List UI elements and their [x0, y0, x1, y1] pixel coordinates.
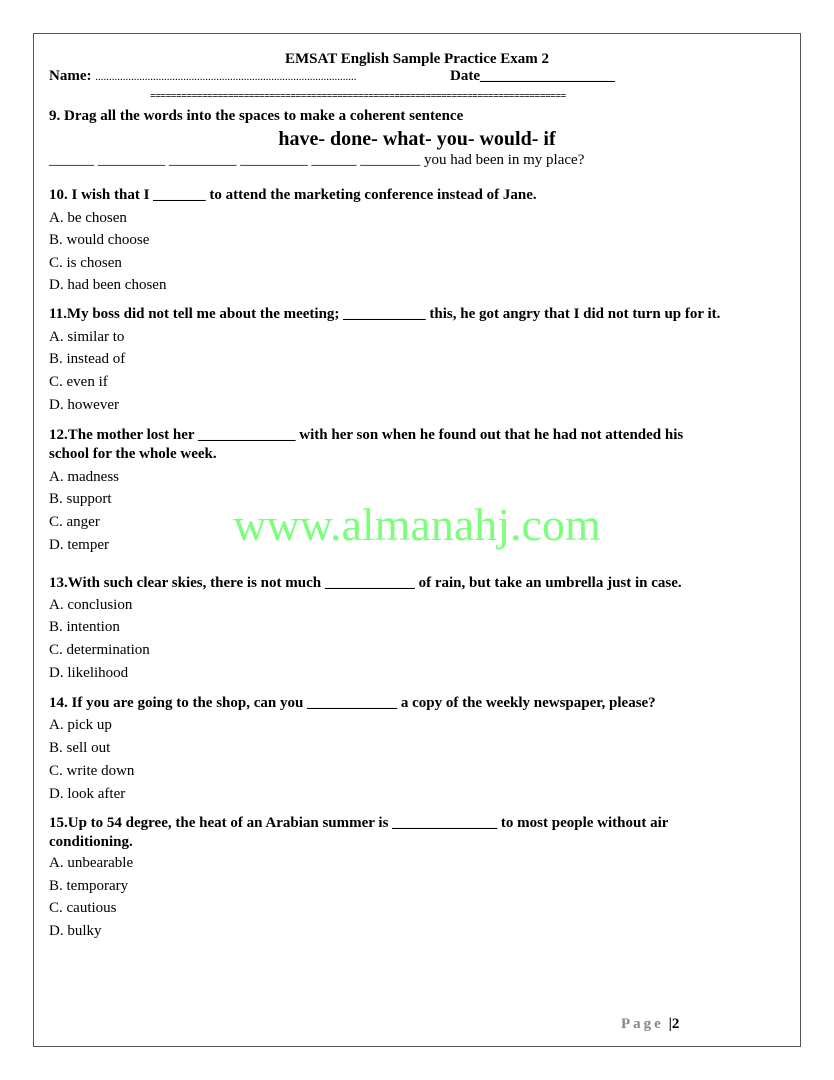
question-10-option-a[interactable]: A. be chosen	[49, 210, 127, 226]
question-15-option-d[interactable]: D. bulky	[49, 923, 102, 939]
question-12-option-b[interactable]: B. support	[49, 491, 112, 507]
question-10-option-b[interactable]: B. would choose	[49, 232, 150, 248]
question-12-option-a[interactable]: A. madness	[49, 469, 119, 485]
question-13-option-a[interactable]: A. conclusion	[49, 597, 133, 613]
watermark: www.almanahj.com	[233, 499, 601, 550]
question-15-option-c[interactable]: C. cautious	[49, 900, 117, 916]
page-label: Page	[621, 1016, 664, 1032]
question-10-prompt: 10. I wish that I _______ to attend the marketing conference instead of Jane.	[49, 187, 537, 203]
question-9-blanks: ______ _________ _________ _________ ______ ________ you had been in my place?	[49, 152, 585, 168]
question-15-option-a[interactable]: A. unbearable	[49, 855, 134, 871]
question-11-option-c[interactable]: C. even if	[49, 374, 108, 390]
question-14-option-a[interactable]: A. pick up	[49, 717, 112, 733]
name-line	[49, 68, 356, 85]
page-number: 2	[671, 1016, 680, 1032]
question-9-prompt: 9. Drag all the words into the spaces to make a coherent sentence	[49, 108, 464, 124]
question-14-option-d[interactable]: D. look after	[49, 786, 126, 802]
question-12-prompt-line-2: school for the whole week.	[49, 446, 217, 462]
separator-line: ================================================================================	[150, 91, 566, 102]
question-13-option-c[interactable]: C. determination	[49, 642, 150, 658]
question-11-prompt: 11.My boss did not tell me about the meeting; ___________ this, he got angry that I did not turn up for it.	[49, 306, 721, 322]
question-12-option-d[interactable]: D. temper	[49, 537, 109, 553]
date-label: Date__________________	[450, 68, 615, 84]
question-15-option-b[interactable]: B. temporary	[49, 878, 129, 894]
question-11-option-b[interactable]: B. instead of	[49, 351, 126, 367]
question-12-option-c[interactable]: C. anger	[49, 514, 100, 530]
exam-title: EMSAT English Sample Practice Exam 2	[284, 51, 550, 67]
question-9-word-bank: have- done- what- you- would- if	[278, 128, 556, 150]
question-14-prompt: 14. If you are going to the shop, can you ____________ a copy of the weekly newspaper, please?	[49, 695, 656, 711]
name-label: Name:	[49, 68, 92, 84]
question-13-prompt: 13.With such clear skies, there is not much ____________ of rain, but take an umbrella just in case.	[49, 575, 682, 591]
question-10-option-d[interactable]: D. had been chosen	[49, 277, 167, 293]
question-12-prompt: 12.The mother lost her _____________ with her son when he found out that he had not attended his	[49, 427, 684, 443]
question-15-prompt-line-2: conditioning.	[49, 834, 133, 850]
question-13-option-b[interactable]: B. intention	[49, 619, 120, 635]
question-13-option-d[interactable]: D. likelihood	[49, 665, 129, 681]
question-14-option-c[interactable]: C. write down	[49, 763, 135, 779]
page-separator: |	[668, 1016, 672, 1032]
question-10-option-c[interactable]: C. is chosen	[49, 255, 122, 271]
page-footer	[621, 1016, 679, 1033]
question-11-option-a[interactable]: A. similar to	[49, 329, 125, 345]
question-14-option-b[interactable]: B. sell out	[49, 740, 111, 756]
question-15-prompt: 15.Up to 54 degree, the heat of an Arabian summer is ______________ to most people without air	[49, 815, 669, 831]
question-11-option-d[interactable]: D. however	[49, 397, 119, 413]
name-dots: ...............................................................................................	[95, 71, 357, 83]
